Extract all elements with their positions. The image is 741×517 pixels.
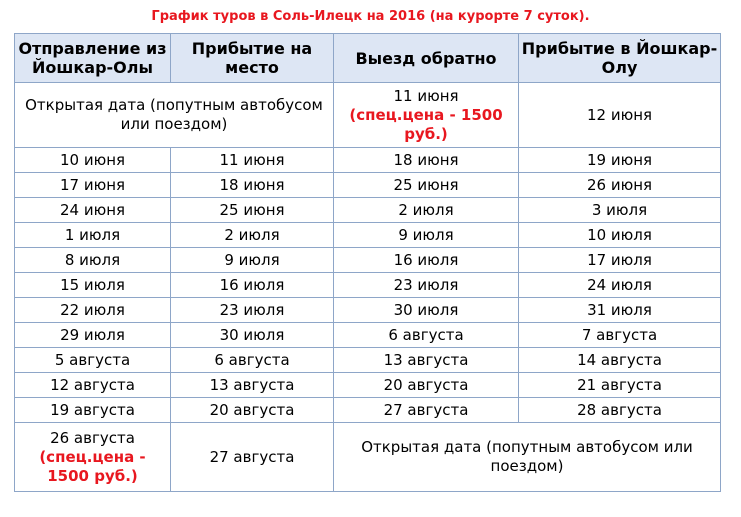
header-departure: Отправление из Йошкар-Олы: [15, 34, 171, 83]
header-return: Выезд обратно: [334, 34, 519, 83]
table-row-last: [15, 423, 721, 492]
arrival-home-cell: 17 июля: [519, 248, 721, 273]
special-price-line2: руб.): [404, 124, 448, 143]
arrival-home-cell: 3 июля: [519, 198, 721, 223]
arrival-home-cell: 14 августа: [519, 348, 721, 373]
table-row: [15, 198, 721, 223]
arrival-home-cell: 10 июля: [519, 223, 721, 248]
arrival-cell: 11 июня: [171, 148, 334, 173]
table-row: [15, 273, 721, 298]
last-departure-cell: [15, 423, 171, 492]
table-row: [15, 298, 721, 323]
table-row-open-date: [15, 83, 721, 148]
return-cell: 18 июня: [334, 148, 519, 173]
return-cell: 30 июля: [334, 298, 519, 323]
return-cell: 16 июля: [334, 248, 519, 273]
departure-cell: 22 июля: [15, 298, 171, 323]
last-open-date-cell: [334, 423, 721, 492]
arrival-home-cell: 24 июля: [519, 273, 721, 298]
last-arrival-cell: 27 августа: [171, 423, 334, 492]
arrival-cell: 18 июня: [171, 173, 334, 198]
last-open-date-line2: поездом): [490, 457, 564, 475]
departure-cell: 19 августа: [15, 398, 171, 423]
arrival-home-cell: 26 июня: [519, 173, 721, 198]
return-date: 11 июня: [393, 86, 459, 105]
table-row: [15, 248, 721, 273]
table-row: [15, 348, 721, 373]
table-row: [15, 323, 721, 348]
arrival-home-cell: 21 августа: [519, 373, 721, 398]
table-row: [15, 398, 721, 423]
open-date-text-line1: Открытая дата (попутным автобусом: [25, 96, 323, 114]
last-departure-date: 26 августа: [50, 428, 135, 447]
return-cell: 20 августа: [334, 373, 519, 398]
table-row: [15, 223, 721, 248]
header-arrival-home: Прибытие в Йошкар-Олу: [519, 34, 721, 83]
departure-cell: 17 июня: [15, 173, 171, 198]
departure-cell: 24 июня: [15, 198, 171, 223]
return-date-cell: [334, 83, 519, 148]
departure-cell: 15 июля: [15, 273, 171, 298]
last-open-date-line1: Открытая дата (попутным автобусом или: [361, 438, 693, 456]
arrival-cell: 30 июля: [171, 323, 334, 348]
return-cell: 27 августа: [334, 398, 519, 423]
return-cell: 13 августа: [334, 348, 519, 373]
return-cell: 2 июля: [334, 198, 519, 223]
arrival-home-cell: 12 июня: [519, 83, 721, 148]
return-cell: 23 июля: [334, 273, 519, 298]
arrival-home-cell: 19 июня: [519, 148, 721, 173]
arrival-home-cell: 28 августа: [519, 398, 721, 423]
arrival-cell: 23 июля: [171, 298, 334, 323]
arrival-cell: 13 августа: [171, 373, 334, 398]
open-date-cell: [15, 83, 334, 148]
special-price-line1: (спец.цена - 1500: [349, 105, 503, 124]
arrival-cell: 2 июля: [171, 223, 334, 248]
table-row: [15, 173, 721, 198]
arrival-cell: 16 июля: [171, 273, 334, 298]
table-row: [15, 148, 721, 173]
return-cell: 6 августа: [334, 323, 519, 348]
departure-cell: 29 июля: [15, 323, 171, 348]
arrival-home-cell: 31 июля: [519, 298, 721, 323]
last-special-price-line1: (спец.цена -: [39, 447, 146, 466]
return-cell: 25 июня: [334, 173, 519, 198]
arrival-home-cell: 7 августа: [519, 323, 721, 348]
last-special-price-line2: 1500 руб.): [47, 466, 138, 485]
page-title: График туров в Соль-Илецк на 2016 (на курорте 7 суток).: [151, 9, 590, 24]
departure-cell: 1 июля: [15, 223, 171, 248]
tour-schedule-table: [14, 33, 721, 492]
header-arrival: Прибытие на место: [171, 34, 334, 83]
departure-cell: 12 августа: [15, 373, 171, 398]
arrival-cell: 20 августа: [171, 398, 334, 423]
arrival-cell: 6 августа: [171, 348, 334, 373]
open-date-text-line2: или поездом): [120, 115, 228, 133]
table-row: [15, 373, 721, 398]
table-header-row: [15, 34, 721, 83]
departure-cell: 10 июня: [15, 148, 171, 173]
arrival-cell: 25 июня: [171, 198, 334, 223]
departure-cell: 5 августа: [15, 348, 171, 373]
departure-cell: 8 июля: [15, 248, 171, 273]
return-cell: 9 июля: [334, 223, 519, 248]
arrival-cell: 9 июля: [171, 248, 334, 273]
